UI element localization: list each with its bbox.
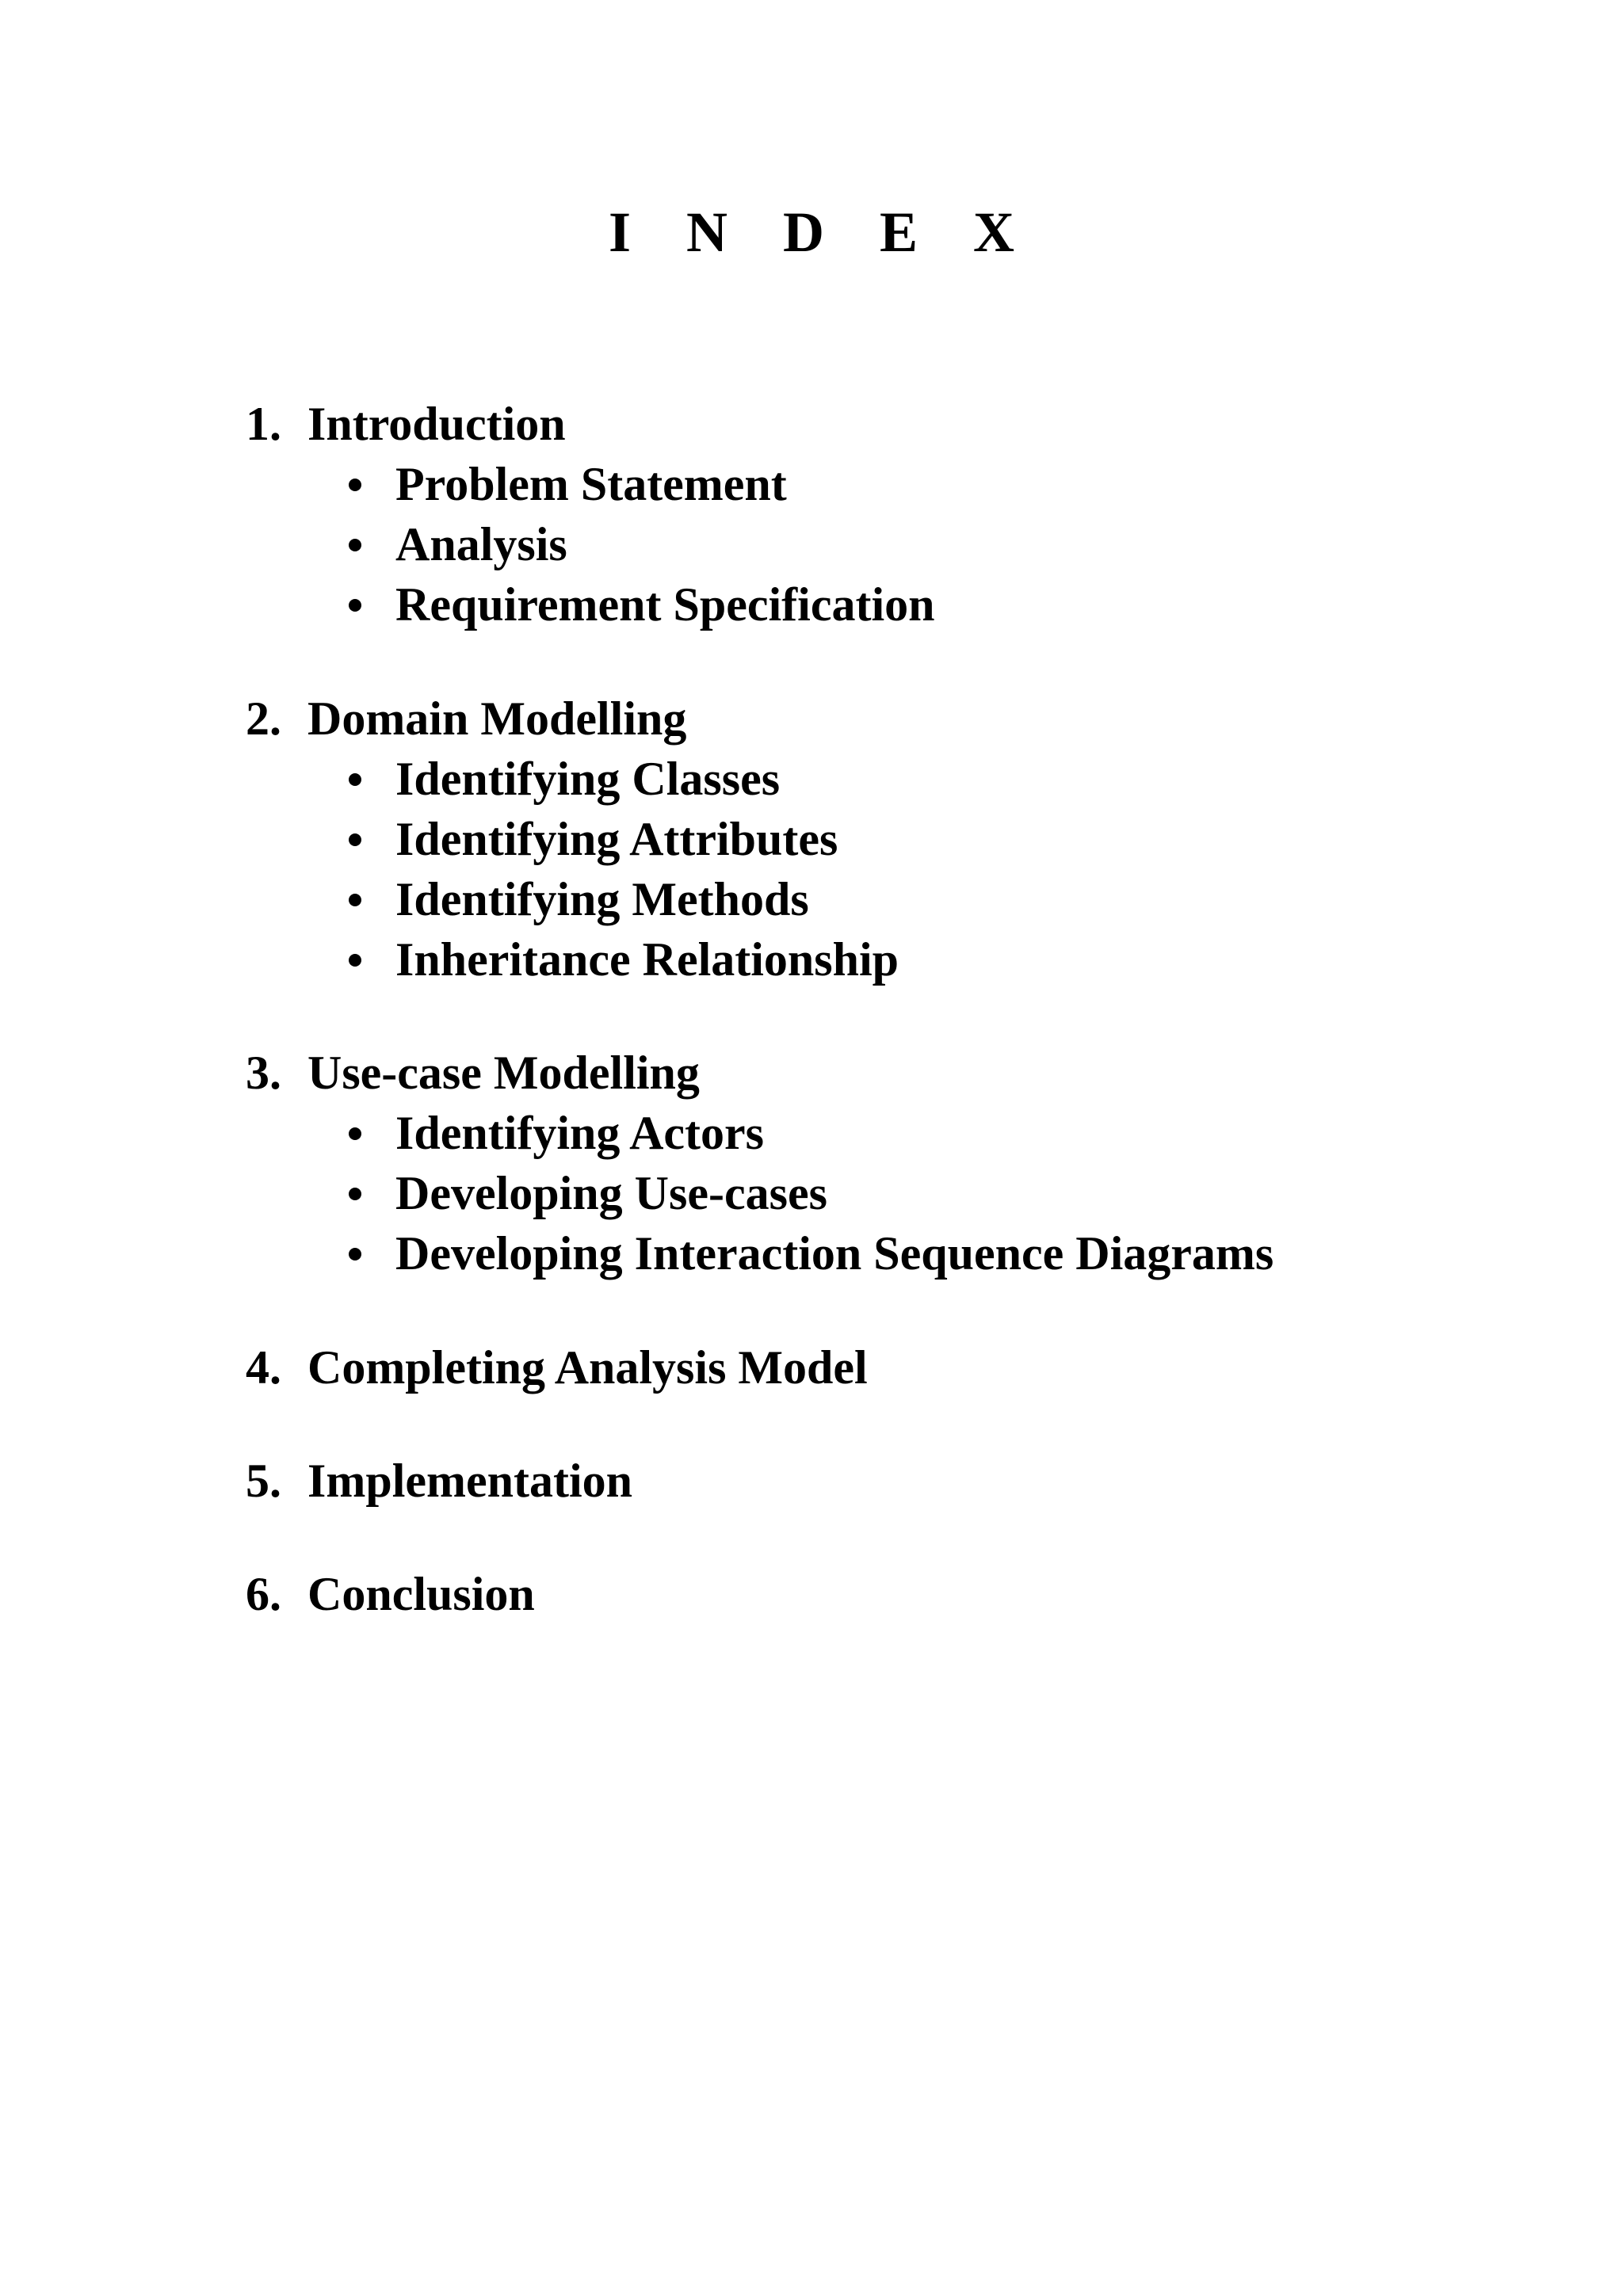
toc-item-label: Identifying Methods	[395, 873, 809, 925]
section-number: 2.	[246, 692, 281, 745]
toc-item-label: Identifying Classes	[395, 753, 781, 805]
bullet-icon	[349, 479, 361, 491]
bullet-icon	[349, 773, 361, 786]
bullet-icon	[349, 954, 361, 967]
section-number: 4.	[246, 1341, 281, 1394]
toc-item-label: Problem Statement	[395, 458, 787, 510]
bullet-icon	[349, 1248, 361, 1261]
toc-item-label: Requirement Specification	[395, 578, 935, 631]
bullet-icon	[349, 833, 361, 846]
section-title: Introduction	[307, 398, 566, 450]
section-title: Implementation	[307, 1455, 632, 1507]
section-number: 1.	[246, 398, 281, 450]
toc-item-label: Identifying Actors	[395, 1107, 764, 1159]
section-title: Domain Modelling	[307, 692, 687, 745]
toc-item-label: Developing Interaction Sequence Diagrams	[395, 1227, 1274, 1280]
section-number: 6.	[246, 1568, 281, 1620]
section-number: 5.	[246, 1455, 281, 1507]
bullet-icon	[349, 1188, 361, 1200]
section-title: Conclusion	[307, 1568, 535, 1620]
toc-item-label: Identifying Attributes	[395, 813, 838, 865]
section-number: 3.	[246, 1047, 281, 1099]
bullet-icon	[349, 894, 361, 906]
toc-item-label: Inheritance Relationship	[395, 933, 899, 986]
toc-item-label: Analysis	[395, 518, 567, 570]
toc-item-label: Developing Use-cases	[395, 1167, 827, 1219]
bullet-icon	[349, 599, 361, 612]
bullet-icon	[349, 539, 361, 551]
section-title: Completing Analysis Model	[307, 1341, 868, 1394]
bullet-icon	[349, 1127, 361, 1140]
section-title: Use-case Modelling	[307, 1047, 700, 1099]
page-title: I N D E X	[608, 200, 1036, 264]
